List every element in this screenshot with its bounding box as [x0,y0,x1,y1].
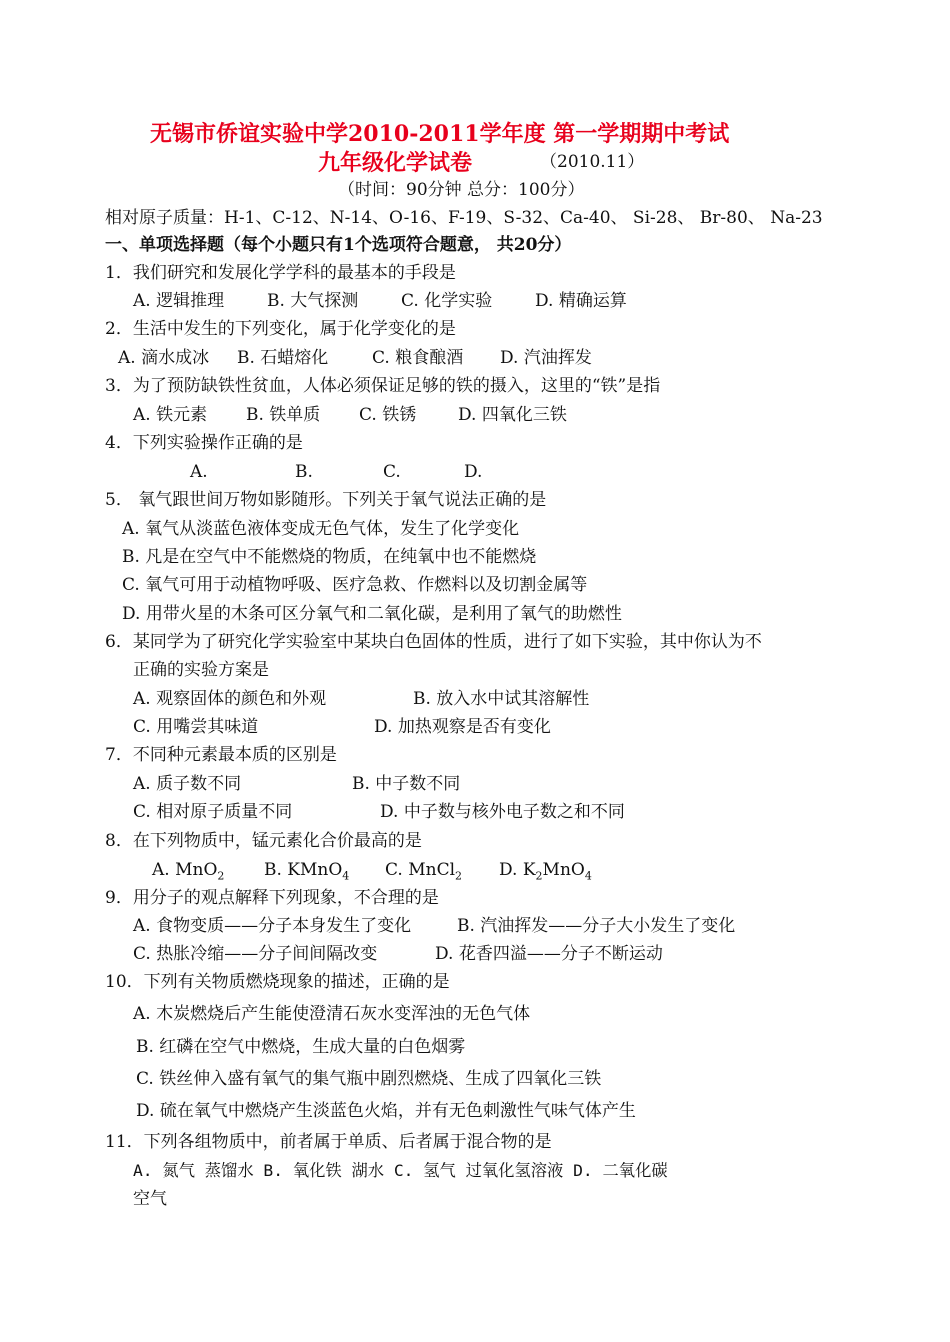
section-heading: 一、单项选择题（每个小题只有1个选项符合题意， 共20分） [105,235,572,255]
option-d: D. 精确运算 [535,291,627,311]
option-a: A. 滴水成冰 [118,348,210,368]
option-d: D. 汽油挥发 [500,348,592,368]
question-stem: 2．生活中发生的下列变化，属于化学变化的是 [105,319,456,339]
option-b: B. 凡是在空气中不能燃烧的物质，在纯氧中也不能燃烧 [122,547,537,567]
option-a: A. 氧气从淡蓝色液体变成无色气体，发生了化学变化 [122,519,520,539]
option-d: D. $K_2MnO_4$ [499,860,592,883]
option-c: C. 热胀冷缩——分子间间隔改变 [133,944,378,964]
option-row-continued: 空气 [133,1189,167,1209]
option-c: C. 铁锈 [359,405,417,425]
option-c: C. 用嘴尝其味道 [133,717,259,737]
option-b: B. 放入水中试其溶解性 [413,689,590,709]
exam-subtitle: 九年级化学试卷 [318,150,473,176]
option-c: C. 粮食酿酒 [372,348,464,368]
exam-title: 无锡市侨谊实验中学2010-2011学年度 第一学期期中考试 [150,121,730,147]
option-b: B. 中子数不同 [352,774,461,794]
option-d: D. 硫在氧气中燃烧产生淡蓝色火焰，并有无色刺激性气味气体产生 [136,1101,636,1121]
option-c: C. 相对原子质量不同 [133,802,293,822]
option-a: A. 木炭燃烧后产生能使澄清石灰水变浑浊的无色气体 [133,1004,531,1024]
option-a: A. 质子数不同 [133,774,242,794]
exam-time-score: （时间：90分钟 总分：100分） [338,180,585,200]
question-stem: 7．不同种元素最本质的区别是 [105,745,337,765]
option-a: A. 逻辑推理 [133,291,225,311]
option-d: D. 中子数与核外电子数之和不同 [380,802,625,822]
exam-date: （2010.11） [540,152,645,172]
question-stem: 4．下列实验操作正确的是 [105,433,303,453]
option-c: C. 铁丝伸入盛有氧气的集气瓶中剧烈燃烧、生成了四氧化三铁 [136,1069,602,1089]
option-c: C. [383,462,401,482]
option-d: D. [464,462,483,482]
option-d: D. 四氧化三铁 [458,405,567,425]
option-a: A. 观察固体的颜色和外观 [133,689,327,709]
option-d: D. 加热观察是否有变化 [374,717,551,737]
question-stem-continued: 正确的实验方案是 [133,660,269,680]
option-b: B. 红磷在空气中燃烧，生成大量的白色烟雾 [136,1037,466,1057]
question-stem: 8．在下列物质中，锰元素化合价最高的是 [105,831,422,851]
question-stem: 3．为了预防缺铁性贫血，人体必须保证足够的铁的摄入，这里的“铁”是指 [105,376,661,396]
option-d: D. 用带火星的木条可区分氧气和二氧化碳，是利用了氧气的助燃性 [122,604,622,624]
option-a: A. 铁元素 [133,405,208,425]
option-b: B. [295,462,313,482]
option-a: A. 食物变质——分子本身发生了变化 [133,916,412,936]
option-b: B. KMnO$_4$ [264,860,350,883]
question-stem: 5． 氧气跟世间万物如影随形。下列关于氧气说法正确的是 [105,490,547,510]
question-stem: 10．下列有关物质燃烧现象的描述，正确的是 [105,972,450,992]
option-b: B. 大气探测 [267,291,359,311]
atomic-mass-list: 相对原子质量：H-1、C-12、N-14、O-16、F-19、S-32、Ca-40、 Si-28、 Br-80、 Na-23 [105,208,823,228]
option-c: C. MnCl$_2$ [385,860,463,883]
option-b: B. 铁单质 [246,405,321,425]
question-stem: 6．某同学为了研究化学实验室中某块白色固体的性质，进行了如下实验，其中你认为不 [105,632,762,652]
question-stem: 1．我们研究和发展化学学科的最基本的手段是 [105,263,456,283]
question-stem: 11．下列各组物质中，前者属于单质、后者属于混合物的是 [105,1132,552,1152]
option-b: B. 汽油挥发——分子大小发生了变化 [457,916,736,936]
option-c: C. 氧气可用于动植物呼吸、医疗急救、作燃料以及切割金属等 [122,575,588,595]
question-stem: 9．用分子的观点解释下列现象，不合理的是 [105,888,439,908]
option-a: A. [190,462,208,482]
option-row: A. 氮气 蒸馏水 B. 氧化铁 湖水 C. 氢气 过氧化氢溶液 D. 二氧化碳 [133,1161,668,1180]
option-a: A. MnO$_2$ [152,860,225,883]
option-b: B. 石蜡熔化 [237,348,329,368]
option-d: D. 花香四溢——分子不断运动 [435,944,663,964]
option-c: C. 化学实验 [401,291,493,311]
